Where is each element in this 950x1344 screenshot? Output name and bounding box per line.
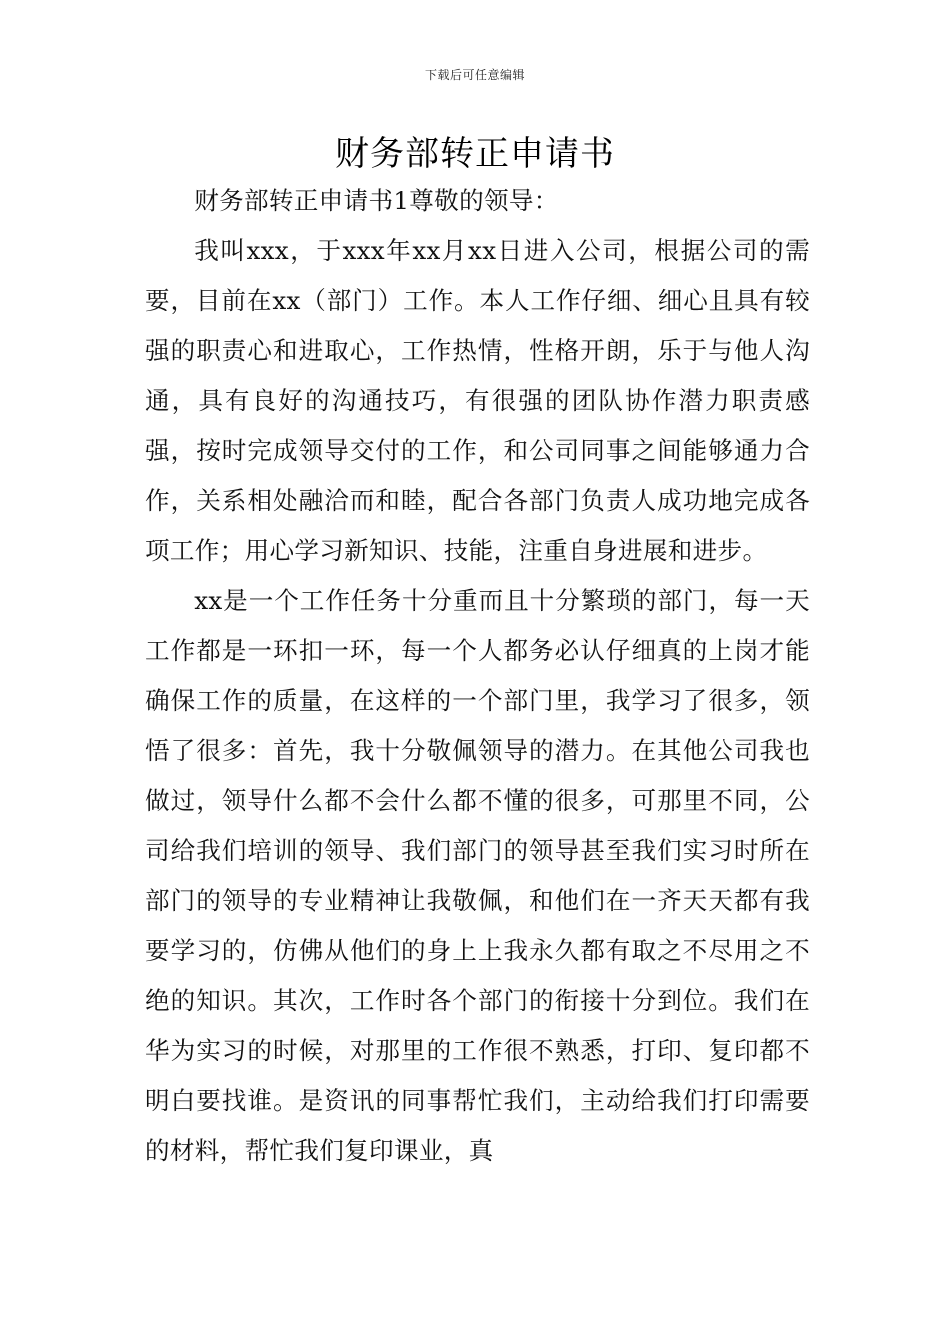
paragraph-introduction: 我叫xxx，于xxx年xx月xx日进入公司，根据公司的需要，目前在xx（部门）工作。本人工作仔细、细心且具有较强的职责心和进取心，工作热情，性格开朗，乐于与他人沟通，具有良好的沟通技巧，有很强的团队协作潜力职责感强，按时完成领导交付的工作，和公司同事之间能够通力合作，关系相处融洽而和睦，配合各部门负责人成功地完成各项工作；用心学习新知识、技能，注重自身进展和进步。 xyxy=(145,236,810,565)
document-body xyxy=(145,176,810,1176)
document-title: 财务部转正申请书 xyxy=(335,134,615,174)
paragraph-department: xx是一个工作任务十分重而且十分繁琐的部门，每一天工作都是一环扣一环，每一个人都务必认仔细真的上岗才能确保工作的质量，在这样的一个部门里，我学习了很多，领悟了很多：首先，我十分敬佩领导的潜力。在其他公司我也做过，领导什么都不会什么都不懂的很多，可那里不同，公司给我们培训的领导、我们部门的领导甚至我们实习时所在部门的领导的专业精神让我敬佩，和他们在一齐天天都有我要学习的，仿佛从他们的身上上我永久都有取之不尽用之不绝的知识。其次，工作时各个部门的衔接十分到位。我们在华为实习的时候，对那里的工作很不熟悉，打印、复印都不明白要找谁。是资讯的同事帮忙我们，主动给我们打印需要的材料，帮忙我们复印课业，真 xyxy=(145,586,810,1165)
paragraph-salutation: 财务部转正申请书1尊敬的领导： xyxy=(194,186,559,215)
header-note: 下载后可任意编辑 xyxy=(424,68,525,82)
